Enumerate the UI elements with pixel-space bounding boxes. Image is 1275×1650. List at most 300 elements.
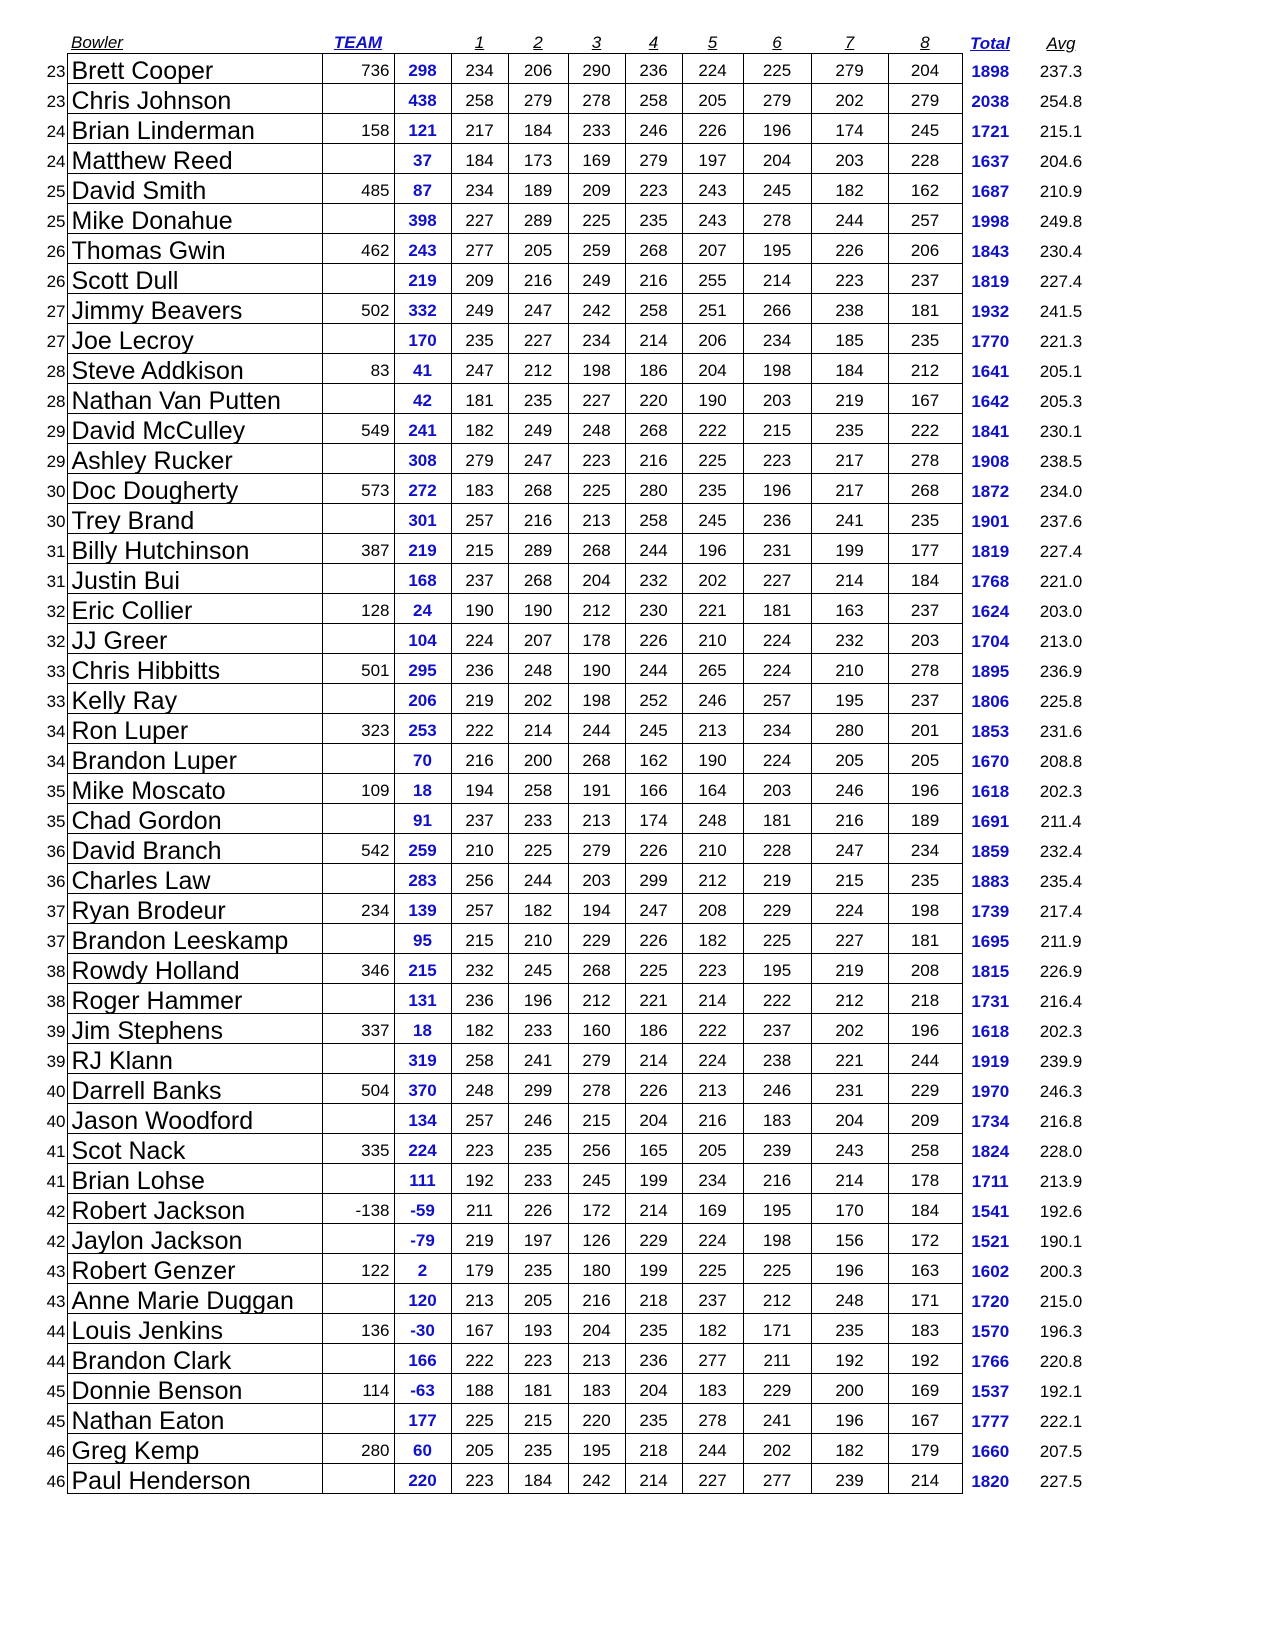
handicap-score: 298: [394, 54, 451, 84]
game-7-score: 195: [811, 684, 888, 714]
average-score: 232.4: [1039, 841, 1083, 861]
average-score: 215.1: [1039, 121, 1083, 141]
game-8-header: 8: [920, 33, 930, 52]
game-4-score: 214: [625, 1464, 682, 1494]
handicap-score: 24: [394, 594, 451, 624]
team-score: 280: [322, 1434, 394, 1464]
total-score: 1841: [971, 421, 1010, 441]
bowler-name: Jaylon Jackson: [67, 1224, 322, 1254]
game-2-score: 279: [508, 84, 568, 114]
game-4-score: 258: [625, 294, 682, 324]
bowler-name: Chris Johnson: [67, 84, 322, 114]
handicap-score: 121: [394, 114, 451, 144]
team-score: 234: [322, 894, 394, 924]
game-4-header: 4: [648, 33, 659, 52]
game-5-score: 246: [682, 684, 743, 714]
game-5-score: 224: [682, 1044, 743, 1074]
game-3-score: 183: [568, 1374, 625, 1404]
average-score: 216.4: [1039, 991, 1083, 1011]
game-2-score: 205: [508, 1284, 568, 1314]
game-1-score: 236: [451, 654, 508, 684]
team-score: [322, 444, 394, 474]
handicap-score: 224: [394, 1134, 451, 1164]
game-3-score: 213: [568, 804, 625, 834]
game-5-score: 237: [682, 1284, 743, 1314]
game-8-score: 181: [888, 924, 962, 954]
game-6-score: 228: [743, 834, 811, 864]
seed-number: 25: [46, 181, 66, 201]
game-1-score: 179: [451, 1254, 508, 1284]
bowler-name: Mike Moscato: [67, 774, 322, 804]
game-4-score: 204: [625, 1374, 682, 1404]
table-row: [38, 1164, 1104, 1194]
game-5-score: 277: [682, 1344, 743, 1374]
game-8-score: 177: [888, 534, 962, 564]
bowler-name: Roger Hammer: [67, 984, 322, 1014]
game-2-header: 2: [533, 33, 543, 52]
table-row: [38, 1074, 1104, 1104]
table-row: [38, 1044, 1104, 1074]
team-score: 502: [322, 294, 394, 324]
game-5-score: 223: [682, 954, 743, 984]
game-6-score: 203: [743, 774, 811, 804]
table-row: [38, 924, 1104, 954]
game-3-score: 220: [568, 1404, 625, 1434]
game-3-score: 209: [568, 174, 625, 204]
handicap-score: 170: [394, 324, 451, 354]
game-3-score: 216: [568, 1284, 625, 1314]
team-score: 485: [322, 174, 394, 204]
game-3-score: 225: [568, 474, 625, 504]
bowler-name: Mike Donahue: [67, 204, 322, 234]
total-score: 1895: [971, 661, 1010, 681]
team-score: [322, 1044, 394, 1074]
game-3-score: 244: [568, 714, 625, 744]
game-1-score: 227: [451, 204, 508, 234]
seed-number: 27: [46, 301, 66, 321]
game-5-score: 208: [682, 894, 743, 924]
total-score: 1695: [971, 931, 1010, 951]
average-score: 226.9: [1039, 961, 1083, 981]
team-score: 109: [322, 774, 394, 804]
table-row: [38, 324, 1104, 354]
game-1-score: 237: [451, 804, 508, 834]
game-2-score: 181: [508, 1374, 568, 1404]
game-1-score: 223: [451, 1134, 508, 1164]
average-score: 227.5: [1039, 1471, 1083, 1491]
bowler-name: Eric Collier: [67, 594, 322, 624]
game-3-score: 249: [568, 264, 625, 294]
game-2-score: 235: [508, 1434, 568, 1464]
table-row: [38, 1434, 1104, 1464]
game-4-score: 214: [625, 1044, 682, 1074]
game-3-score: 259: [568, 234, 625, 264]
game-2-score: 227: [508, 324, 568, 354]
game-1-score: 219: [451, 684, 508, 714]
game-5-score: 245: [682, 504, 743, 534]
game-5-score: 169: [682, 1194, 743, 1224]
average-score: 222.1: [1039, 1411, 1083, 1431]
handicap-score: 259: [394, 834, 451, 864]
game-2-score: 233: [508, 1164, 568, 1194]
game-8-score: 235: [888, 504, 962, 534]
game-3-score: 178: [568, 624, 625, 654]
team-score: [322, 624, 394, 654]
average-score: 200.3: [1039, 1261, 1083, 1281]
game-5-score: 190: [682, 384, 743, 414]
game-4-score: 216: [625, 444, 682, 474]
team-score: [322, 684, 394, 714]
table-row: [38, 1134, 1104, 1164]
game-6-score: 222: [743, 984, 811, 1014]
table-row: [38, 774, 1104, 804]
game-6-score: 237: [743, 1014, 811, 1044]
team-score: 387: [322, 534, 394, 564]
total-score: 1637: [971, 151, 1010, 171]
game-6-score: 224: [743, 744, 811, 774]
game-7-score: 223: [811, 264, 888, 294]
total-score: 1770: [971, 331, 1010, 351]
game-5-score: 243: [682, 174, 743, 204]
game-5-score: 243: [682, 204, 743, 234]
game-4-score: 235: [625, 1314, 682, 1344]
game-1-header: 1: [474, 33, 485, 52]
game-3-score: 169: [568, 144, 625, 174]
game-5-score: 210: [682, 624, 743, 654]
game-8-score: 237: [888, 684, 962, 714]
game-2-score: 196: [508, 984, 568, 1014]
game-4-score: 218: [625, 1434, 682, 1464]
seed-number: 40: [46, 1111, 66, 1131]
game-8-score: 257: [888, 204, 962, 234]
bowler-name: Ashley Rucker: [67, 444, 322, 474]
seed-number: 43: [46, 1261, 66, 1281]
handicap-score: 206: [394, 684, 451, 714]
game-3-score: 190: [568, 654, 625, 684]
total-score: 1824: [971, 1141, 1010, 1161]
game-7-score: 219: [811, 384, 888, 414]
game-6-score: 239: [743, 1134, 811, 1164]
average-score: 204.6: [1039, 151, 1083, 171]
table-row: [38, 714, 1104, 744]
handicap-score: 308: [394, 444, 451, 474]
seed-number: 36: [46, 841, 66, 861]
game-4-score: 229: [625, 1224, 682, 1254]
game-4-score: 162: [625, 744, 682, 774]
game-3-score: 204: [568, 1314, 625, 1344]
game-8-score: 196: [888, 1014, 962, 1044]
team-score: 136: [322, 1314, 394, 1344]
game-8-score: 237: [888, 594, 962, 624]
average-score: 213.9: [1039, 1171, 1083, 1191]
handicap-score: 111: [394, 1164, 451, 1194]
average-score: 202.3: [1039, 1021, 1083, 1041]
game-3-score: 213: [568, 504, 625, 534]
avg-header: Avg: [1046, 33, 1076, 53]
game-2-score: 225: [508, 834, 568, 864]
seed-number: 33: [46, 691, 66, 711]
average-score: 196.3: [1039, 1321, 1083, 1341]
game-1-score: 217: [451, 114, 508, 144]
total-score: 1883: [971, 871, 1010, 891]
handicap-score: -30: [394, 1314, 451, 1344]
game-6-score: 198: [743, 354, 811, 384]
average-score: 225.8: [1039, 691, 1083, 711]
game-1-score: 192: [451, 1164, 508, 1194]
table-row: [38, 1014, 1104, 1044]
game-8-score: 181: [888, 294, 962, 324]
game-2-score: 248: [508, 654, 568, 684]
game-3-score: 278: [568, 84, 625, 114]
average-score: 230.4: [1039, 241, 1083, 261]
game-1-score: 213: [451, 1284, 508, 1314]
game-5-score: 204: [682, 354, 743, 384]
bowler-name: Thomas Gwin: [67, 234, 322, 264]
game-6-score: 214: [743, 264, 811, 294]
bowler-name: Ryan Brodeur: [67, 894, 322, 924]
table-row: [38, 114, 1104, 144]
game-7-score: 226: [811, 234, 888, 264]
table-row: [38, 954, 1104, 984]
game-4-score: 216: [625, 264, 682, 294]
game-3-score: 191: [568, 774, 625, 804]
game-3-score: 212: [568, 984, 625, 1014]
bowler-name: Justin Bui: [67, 564, 322, 594]
handicap-score: 70: [394, 744, 451, 774]
game-4-score: 226: [625, 624, 682, 654]
seed-number: 46: [46, 1441, 66, 1461]
team-score: [322, 1464, 394, 1494]
handicap-score: 95: [394, 924, 451, 954]
seed-number: 34: [46, 721, 66, 741]
game-2-score: 210: [508, 924, 568, 954]
game-1-score: 277: [451, 234, 508, 264]
game-6-score: 266: [743, 294, 811, 324]
game-6-score: 181: [743, 594, 811, 624]
seed-number: 44: [46, 1351, 66, 1371]
game-5-score: 278: [682, 1404, 743, 1434]
game-3-score: 242: [568, 294, 625, 324]
game-2-score: 182: [508, 894, 568, 924]
bowler-name: Brandon Leeskamp: [67, 924, 322, 954]
game-3-score: 242: [568, 1464, 625, 1494]
game-6-score: 219: [743, 864, 811, 894]
game-7-score: 200: [811, 1374, 888, 1404]
game-1-score: 188: [451, 1374, 508, 1404]
game-2-score: 226: [508, 1194, 568, 1224]
average-score: 234.0: [1039, 481, 1083, 501]
table-row: [38, 204, 1104, 234]
bowler-name: Donnie Benson: [67, 1374, 322, 1404]
seed-number: 27: [46, 331, 66, 351]
table-row: [38, 1374, 1104, 1404]
handicap-score: 18: [394, 774, 451, 804]
game-8-score: 163: [888, 1254, 962, 1284]
game-5-score: 182: [682, 924, 743, 954]
game-2-score: 246: [508, 1104, 568, 1134]
game-6-score: 204: [743, 144, 811, 174]
bowler-name: Doc Dougherty: [67, 474, 322, 504]
table-row: [38, 474, 1104, 504]
table-row: [38, 654, 1104, 684]
seed-number: 33: [46, 661, 66, 681]
game-6-score: 211: [743, 1344, 811, 1374]
game-1-score: 224: [451, 624, 508, 654]
game-2-score: 173: [508, 144, 568, 174]
game-2-score: 189: [508, 174, 568, 204]
bowler-name: Nathan Van Putten: [67, 384, 322, 414]
table-row: [38, 234, 1104, 264]
game-4-score: 244: [625, 534, 682, 564]
bowler-name: Ron Luper: [67, 714, 322, 744]
bowler-name: Brandon Clark: [67, 1344, 322, 1374]
game-4-score: 220: [625, 384, 682, 414]
handicap-score: 60: [394, 1434, 451, 1464]
game-2-score: 249: [508, 414, 568, 444]
handicap-score: 272: [394, 474, 451, 504]
seed-header: [38, 29, 67, 54]
handicap-score: 301: [394, 504, 451, 534]
handicap-score: -79: [394, 1224, 451, 1254]
total-score: 1691: [971, 811, 1010, 831]
seed-number: 43: [46, 1291, 66, 1311]
average-score: 207.5: [1039, 1441, 1083, 1461]
game-8-score: 167: [888, 1404, 962, 1434]
total-score: 1641: [971, 361, 1010, 381]
game-6-score: 202: [743, 1434, 811, 1464]
game-5-score: 210: [682, 834, 743, 864]
game-4-score: 258: [625, 84, 682, 114]
bowler-name: Charles Law: [67, 864, 322, 894]
seed-number: 29: [46, 451, 66, 471]
game-6-score: 229: [743, 1374, 811, 1404]
team-score: [322, 1404, 394, 1434]
game-7-score: 227: [811, 924, 888, 954]
average-score: 235.4: [1039, 871, 1083, 891]
seed-number: 26: [46, 271, 66, 291]
table-row: [38, 384, 1104, 414]
game-8-score: 171: [888, 1284, 962, 1314]
handicap-score: 215: [394, 954, 451, 984]
average-score: 239.9: [1039, 1051, 1083, 1071]
average-score: 249.8: [1039, 211, 1083, 231]
game-4-score: 235: [625, 1404, 682, 1434]
game-8-score: 203: [888, 624, 962, 654]
total-score: 1843: [971, 241, 1010, 261]
game-7-score: 196: [811, 1254, 888, 1284]
handicap-score: 438: [394, 84, 451, 114]
team-score: [322, 924, 394, 954]
game-6-score: 278: [743, 204, 811, 234]
game-5-score: 214: [682, 984, 743, 1014]
total-score: 1766: [971, 1351, 1010, 1371]
game-6-score: 246: [743, 1074, 811, 1104]
bowler-name: Steve Addkison: [67, 354, 322, 384]
game-4-score: 230: [625, 594, 682, 624]
handicap-score: 87: [394, 174, 451, 204]
handicap-score: 219: [394, 534, 451, 564]
total-score: 1704: [971, 631, 1010, 651]
seed-number: 40: [46, 1081, 66, 1101]
game-6-score: 224: [743, 654, 811, 684]
game-7-score: 224: [811, 894, 888, 924]
seed-number: 23: [46, 91, 66, 111]
game-3-score: 172: [568, 1194, 625, 1224]
total-score: 1908: [971, 451, 1010, 471]
seed-number: 32: [46, 631, 66, 651]
table-row: [38, 804, 1104, 834]
table-row: [38, 744, 1104, 774]
game-7-score: 214: [811, 1164, 888, 1194]
game-4-score: 174: [625, 804, 682, 834]
total-score: 1739: [971, 901, 1010, 921]
game-5-score: 213: [682, 1074, 743, 1104]
table-row: [38, 594, 1104, 624]
game-7-score: 247: [811, 834, 888, 864]
total-score: 1853: [971, 721, 1010, 741]
game-3-score: 195: [568, 1434, 625, 1464]
bowler-name: Chris Hibbitts: [67, 654, 322, 684]
team-score: [322, 1104, 394, 1134]
game-4-score: 245: [625, 714, 682, 744]
game-1-score: 249: [451, 294, 508, 324]
table-row: [38, 84, 1104, 114]
game-4-score: 186: [625, 354, 682, 384]
team-score: [322, 384, 394, 414]
game-7-score: 239: [811, 1464, 888, 1494]
seed-number: 35: [46, 781, 66, 801]
total-score: 1872: [971, 481, 1010, 501]
game-4-score: 221: [625, 984, 682, 1014]
team-score: 462: [322, 234, 394, 264]
game-7-score: 219: [811, 954, 888, 984]
total-score: 1537: [971, 1381, 1010, 1401]
game-2-score: 241: [508, 1044, 568, 1074]
game-3-score: 256: [568, 1134, 625, 1164]
average-score: 211.9: [1040, 931, 1082, 951]
team-score: [322, 324, 394, 354]
game-2-score: 223: [508, 1344, 568, 1374]
game-4-score: 225: [625, 954, 682, 984]
total-score: 1998: [971, 211, 1010, 231]
seed-number: 39: [46, 1021, 66, 1041]
game-8-score: 169: [888, 1374, 962, 1404]
game-7-score: 203: [811, 144, 888, 174]
game-4-score: 214: [625, 324, 682, 354]
game-3-score: 268: [568, 534, 625, 564]
game-6-score: 234: [743, 714, 811, 744]
game-8-score: 184: [888, 1194, 962, 1224]
game-3-score: 279: [568, 834, 625, 864]
game-5-score: 202: [682, 564, 743, 594]
bowler-name: Jim Stephens: [67, 1014, 322, 1044]
game-2-score: 268: [508, 564, 568, 594]
bowler-name: David McCulley: [67, 414, 322, 444]
bowler-name: Joe Lecroy: [67, 324, 322, 354]
bowler-name: David Branch: [67, 834, 322, 864]
average-score: 254.8: [1039, 91, 1083, 111]
game-4-score: 299: [625, 864, 682, 894]
average-score: 205.3: [1039, 391, 1083, 411]
seed-number: 41: [46, 1171, 66, 1191]
game-7-score: 235: [811, 1314, 888, 1344]
game-4-score: 218: [625, 1284, 682, 1314]
seed-number: 46: [46, 1471, 66, 1491]
game-4-score: 199: [625, 1164, 682, 1194]
game-8-score: 208: [888, 954, 962, 984]
hcp-header: [394, 29, 451, 54]
handicap-score: 295: [394, 654, 451, 684]
